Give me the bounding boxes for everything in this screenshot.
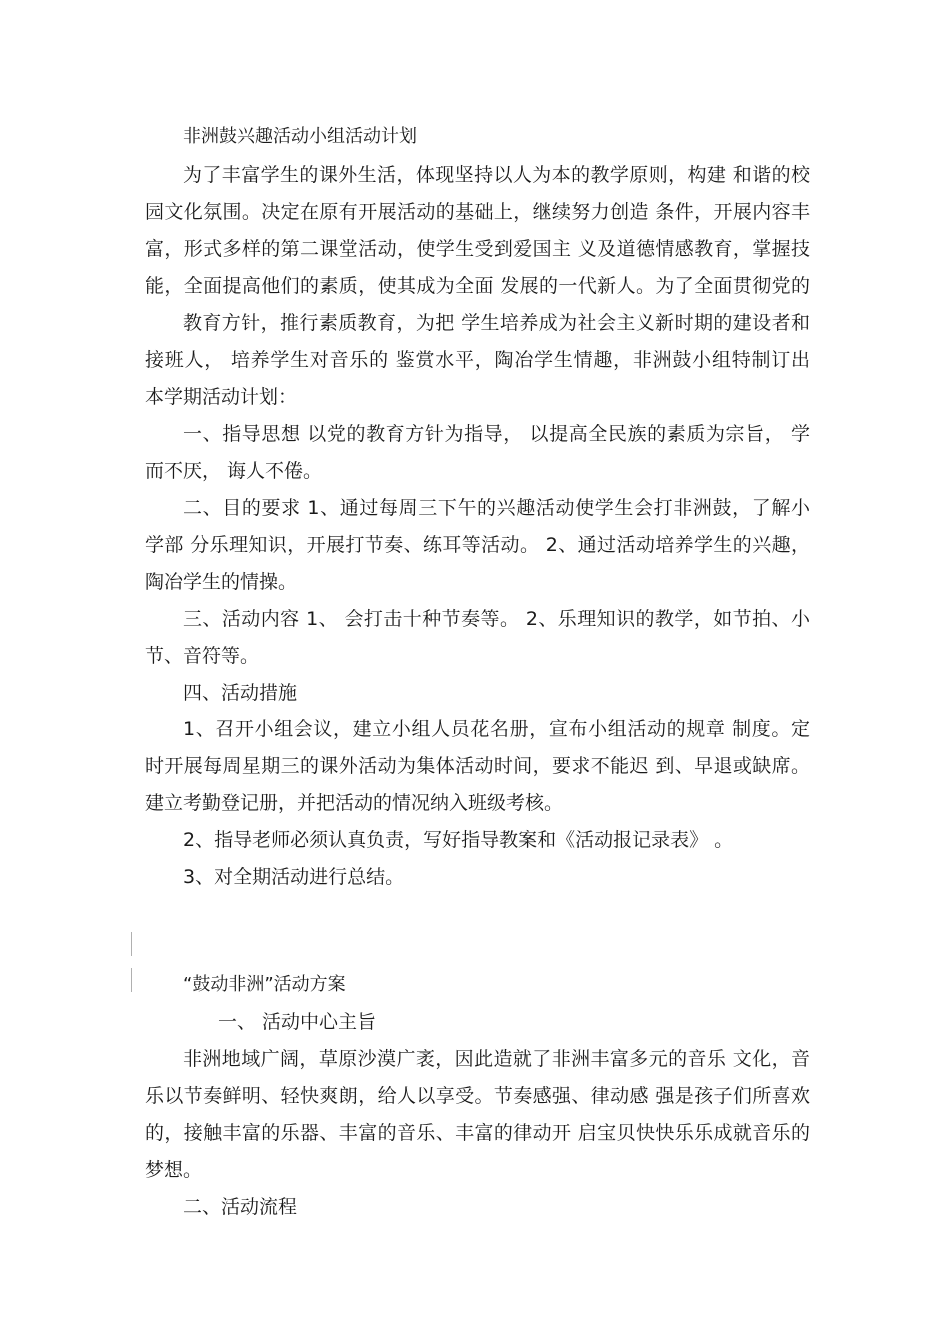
plan-measure1-line-1: 1、召开小组会议，建立小组人员花名册，宣布小组活动的规章 制度。定 <box>183 718 810 740</box>
plan-intro-line-1: 为了丰富学生的课外生活，体现坚持以人为本的教学原则，构建 和谐的校 <box>183 164 810 186</box>
plan-measure2: 2、指导老师必须认真负责，写好指导教案和《活动报记录表》 。 <box>183 829 734 851</box>
plan-measure1-line-2: 时开展每周星期三的课外活动为集体活动时间，要求不能迟 到、早退或缺席。 <box>145 755 810 777</box>
plan-title: 非洲鼓兴趣活动小组活动计划 <box>183 126 417 147</box>
scheme-title: “鼓动非洲”活动方案 <box>183 974 346 995</box>
plan-policy-line-1: 教育方针，推行素质教育，为把 学生培养成为社会主义新时期的建设者和 <box>183 312 810 334</box>
scheme-section2-heading: 二、活动流程 <box>183 1196 298 1218</box>
plan-section2-line-3: 陶冶学生的情操。 <box>145 571 298 593</box>
margin-mark-2 <box>131 968 132 992</box>
plan-section3-line-2: 节、音符等。 <box>145 645 260 667</box>
plan-intro-line-4: 能，全面提高他们的素质，使其成为全面 发展的一代新人。为了全面贯彻党的 <box>145 275 810 297</box>
plan-intro-line-3: 富，形式多样的第二课堂活动，使学生受到爱国主 义及道德情感教育，掌握技 <box>145 238 810 260</box>
plan-section1-line-1: 一、指导思想 以党的教育方针为指导， 以提高全民族的素质为宗旨， 学 <box>183 423 810 445</box>
scheme-section1-line-1: 非洲地域广阔，草原沙漠广袤，因此造就了非洲丰富多元的音乐 文化，音 <box>183 1048 810 1070</box>
plan-policy-line-2: 接班人， 培养学生对音乐的 鉴赏水平，陶冶学生情趣，非洲鼓小组特制订出 <box>145 349 810 371</box>
scheme-section1-line-3: 的，接触丰富的乐器、丰富的音乐、丰富的律动开 启宝贝快快乐乐成就音乐的 <box>145 1122 810 1144</box>
scheme-section1-line-2: 乐以节奏鲜明、轻快爽朗，给人以享受。节奏感强、律动感 强是孩子们所喜欢 <box>145 1085 810 1107</box>
plan-section3-line-1: 三、活动内容 1、 会打击十种节奏等。 2、乐理知识的教学，如节拍、小 <box>183 608 810 630</box>
plan-section4-heading: 四、活动措施 <box>183 682 298 704</box>
plan-measure3: 3、对全期活动进行总结。 <box>183 866 405 888</box>
plan-measure1-line-3: 建立考勤登记册，并把活动的情况纳入班级考核。 <box>145 792 564 814</box>
margin-mark-1 <box>131 932 132 956</box>
plan-section1-line-2: 而不厌， 诲人不倦。 <box>145 460 323 482</box>
plan-section2-line-2: 学部 分乐理知识，开展打节奏、练耳等活动。 2、通过活动培养学生的兴趣， <box>145 534 810 556</box>
plan-intro-line-2: 园文化氛围。决定在原有开展活动的基础上，继续努力创造 条件，开展内容丰 <box>145 201 810 223</box>
scheme-section1-heading: 一、 活动中心主旨 <box>218 1011 377 1033</box>
plan-policy-line-3: 本学期活动计划： <box>145 386 298 408</box>
scheme-section1-line-4: 梦想。 <box>145 1159 203 1181</box>
plan-section2-line-1: 二、目的要求 1、通过每周三下午的兴趣活动使学生会打非洲鼓，了解小 <box>183 497 810 519</box>
